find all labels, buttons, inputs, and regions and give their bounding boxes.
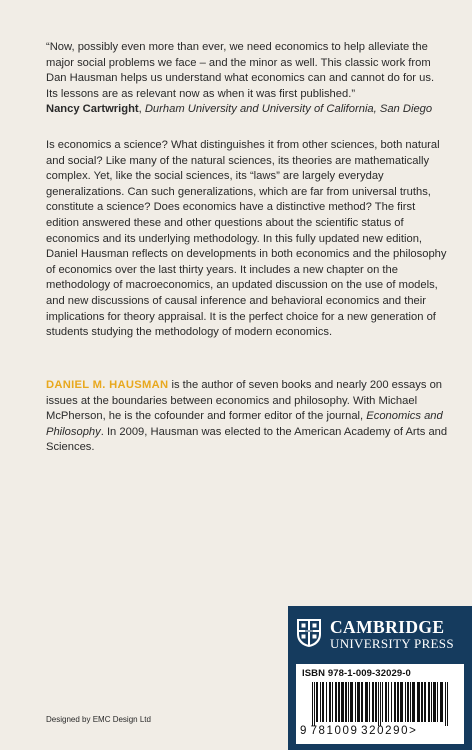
publisher-press: UNIVERSITY PRESS [330,636,454,651]
publisher-name: CAMBRIDGE [330,617,445,637]
barcode-icon [302,682,458,726]
journal-title: Economics and Philosophy [46,410,443,438]
author-name: DANIEL M. HAUSMAN [46,379,169,391]
isbn-label: ISBN 978-1-009-32029-0 [302,668,411,679]
quote-text: “Now, possibly even more than ever, we need economics to help alleviate the major social problems we face – and the minor as well. This classic work from Dan Hausman helps us understand what economics can and cannot do for us. Its lessons are as relevant now as when it was first published.” [46,41,435,100]
designer-credit: Designed by EMC Design Ltd [46,715,151,724]
book-description: Is economics a science? What distinguishes it from other sciences, both natural and social? Like many of the natural sciences, its theories are mathematically complex. Yet, like the social sciences, its “laws” are largely everyday generalizations. Can such generalizations, which are far from universal truths, constitute a science? Does economics have a distinctive method? The first edition answered these and other questions about the scientific status of economics and its underlying methodology. In this fully updated new edition, Daniel Hausman reflects on developments in both economics and the philosophy of economics over the last thirty years. It includes a new chapter on the methodology of macroeconomics, an updated discussion on the use of models, and new discussions of causal inference and behavioral economics and their implications for theory appraisal. It is the perfect choice for a new generation of students studying the methodology of modern economics. [46,139,447,339]
quote-author: Nancy Cartwright [46,103,139,115]
ean-digits: 9 781009 320290> [300,725,418,737]
author-bio: DANIEL M. HAUSMAN is the author of seven books and nearly 200 essays on issues at the boundaries between economics and philosophy. With Michael McPherson, he is the cofounder and former editor of the journal, Economics and Philosophy. In 2009, Hausman was elected to the American Academy of Arts and Sciences. [46,379,448,454]
endorsement-quote [46,40,446,118]
cambridge-crest-icon [296,618,322,648]
quote-attribution: Nancy Cartwright, Durham University and University of California, San Diego [46,103,433,115]
quote-affiliation: Durham University and University of California, San Diego [144,103,433,115]
publisher-block [288,606,472,750]
barcode [296,664,464,744]
